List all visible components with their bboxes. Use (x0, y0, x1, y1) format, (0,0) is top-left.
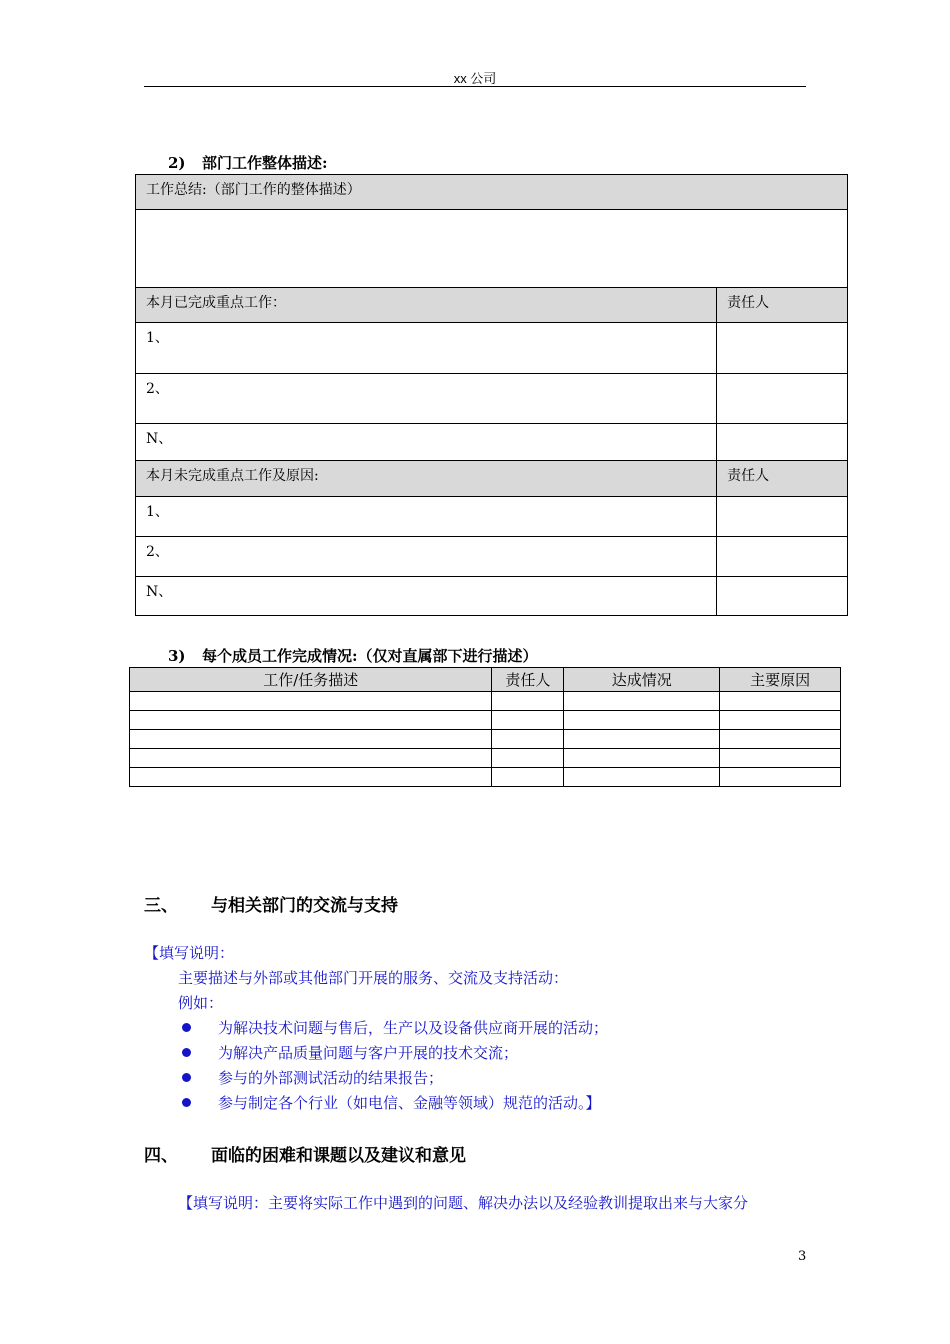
member-completion-table (129, 667, 841, 787)
table-cell[interactable] (492, 711, 564, 730)
col-achievement: 达成情况 (564, 668, 720, 692)
heading-three-number: 三、 (144, 896, 178, 916)
completed-item-n: N、 (146, 431, 173, 447)
table-cell[interactable] (492, 768, 564, 787)
section-3-title: 每个成员工作完成情况:（仅对直属部下进行描述） (202, 647, 538, 665)
section-2-heading (168, 152, 328, 173)
bullet-icon (182, 1073, 191, 1082)
section-3-number: 3) (168, 647, 186, 665)
owner-cell[interactable] (717, 424, 848, 461)
heading-four-number: 四、 (144, 1146, 178, 1166)
bullet-icon (182, 1098, 191, 1107)
table-cell[interactable] (130, 730, 492, 749)
table-row (136, 374, 848, 424)
table-cell[interactable] (720, 692, 841, 711)
completed-header-row (136, 288, 848, 323)
uncompleted-header-row (136, 461, 848, 497)
list-item (182, 1067, 443, 1088)
list-item (182, 1042, 518, 1063)
table-cell[interactable] (492, 692, 564, 711)
heading-four (144, 1141, 466, 1166)
table-cell[interactable] (720, 730, 841, 749)
fill-note-2: 【填写说明：主要将实际工作中遇到的问题、解决办法以及经验教训提取出来与大家分 (178, 1194, 749, 1212)
table-cell[interactable] (564, 730, 720, 749)
summary-content-row (136, 210, 848, 288)
heading-four-title: 面临的困难和课题以及建议和意见 (211, 1146, 466, 1166)
table-cell[interactable] (130, 749, 492, 768)
table-row (130, 730, 841, 749)
table-row (130, 749, 841, 768)
section-3-heading (168, 645, 538, 666)
bullet-text-1: 为解决技术问题与售后，生产以及设备供应商开展的活动； (218, 1019, 609, 1037)
completed-owner-header: 责任人 (727, 295, 770, 311)
table-cell[interactable] (130, 711, 492, 730)
table-cell[interactable] (492, 730, 564, 749)
table-row (130, 711, 841, 730)
page-header-company: xx 公司 (453, 71, 497, 86)
summary-header-row (136, 175, 848, 210)
bullet-text-4: 参与制定各个行业（如电信、金融等领域）规范的活动。】 (218, 1094, 601, 1112)
summary-header: 工作总结:（部门工作的整体描述） (146, 182, 361, 198)
table-row (136, 537, 848, 577)
col-main-reason: 主要原因 (720, 668, 841, 692)
table-cell[interactable] (720, 711, 841, 730)
bullet-icon (182, 1048, 191, 1057)
summary-content-cell[interactable] (136, 210, 848, 288)
completed-item-1: 1、 (146, 330, 169, 346)
member-table-header (130, 668, 841, 692)
table-row (130, 692, 841, 711)
heading-three (144, 891, 398, 916)
col-owner: 责任人 (492, 668, 564, 692)
owner-cell[interactable] (717, 374, 848, 424)
table-cell[interactable] (564, 692, 720, 711)
owner-cell[interactable] (717, 577, 848, 616)
uncompleted-item-2: 2、 (146, 544, 169, 560)
table-row (136, 577, 848, 616)
table-cell[interactable] (720, 749, 841, 768)
list-item (182, 1017, 608, 1038)
list-item (182, 1092, 601, 1113)
completed-item-2: 2、 (146, 381, 169, 397)
table-cell[interactable] (564, 768, 720, 787)
section-2-title: 部门工作整体描述: (202, 154, 328, 172)
bullet-text-2: 为解决产品质量问题与客户开展的技术交流； (218, 1044, 519, 1062)
table-cell[interactable] (720, 768, 841, 787)
table-row (136, 424, 848, 461)
uncompleted-item-1: 1、 (146, 504, 169, 520)
table-cell[interactable] (492, 749, 564, 768)
uncompleted-owner-header: 责任人 (727, 468, 770, 484)
owner-cell[interactable] (717, 323, 848, 374)
section-2-number: 2) (168, 154, 186, 172)
fill-note-desc: 主要描述与外部或其他部门开展的服务、交流及支持活动： (178, 969, 569, 987)
completed-header: 本月已完成重点工作： (146, 295, 286, 311)
bullet-icon (182, 1023, 191, 1032)
uncompleted-header: 本月未完成重点工作及原因: (146, 468, 319, 484)
department-summary-table (135, 174, 848, 616)
owner-cell[interactable] (717, 537, 848, 577)
table-cell[interactable] (564, 711, 720, 730)
owner-cell[interactable] (717, 497, 848, 537)
fill-note-label: 【填写说明： (144, 944, 235, 962)
bullet-text-3: 参与的外部测试活动的结果报告； (218, 1069, 444, 1087)
table-row (136, 323, 848, 374)
table-row (130, 768, 841, 787)
heading-three-title: 与相关部门的交流与支持 (211, 896, 398, 916)
uncompleted-item-n: N、 (146, 584, 173, 600)
table-cell[interactable] (130, 768, 492, 787)
table-row (136, 497, 848, 537)
page-number: 3 (798, 1249, 807, 1264)
table-cell[interactable] (564, 749, 720, 768)
table-cell[interactable] (130, 692, 492, 711)
fill-note-example: 例如： (178, 994, 224, 1012)
header-rule (144, 86, 806, 87)
col-task-desc: 工作/任务描述 (130, 668, 492, 692)
